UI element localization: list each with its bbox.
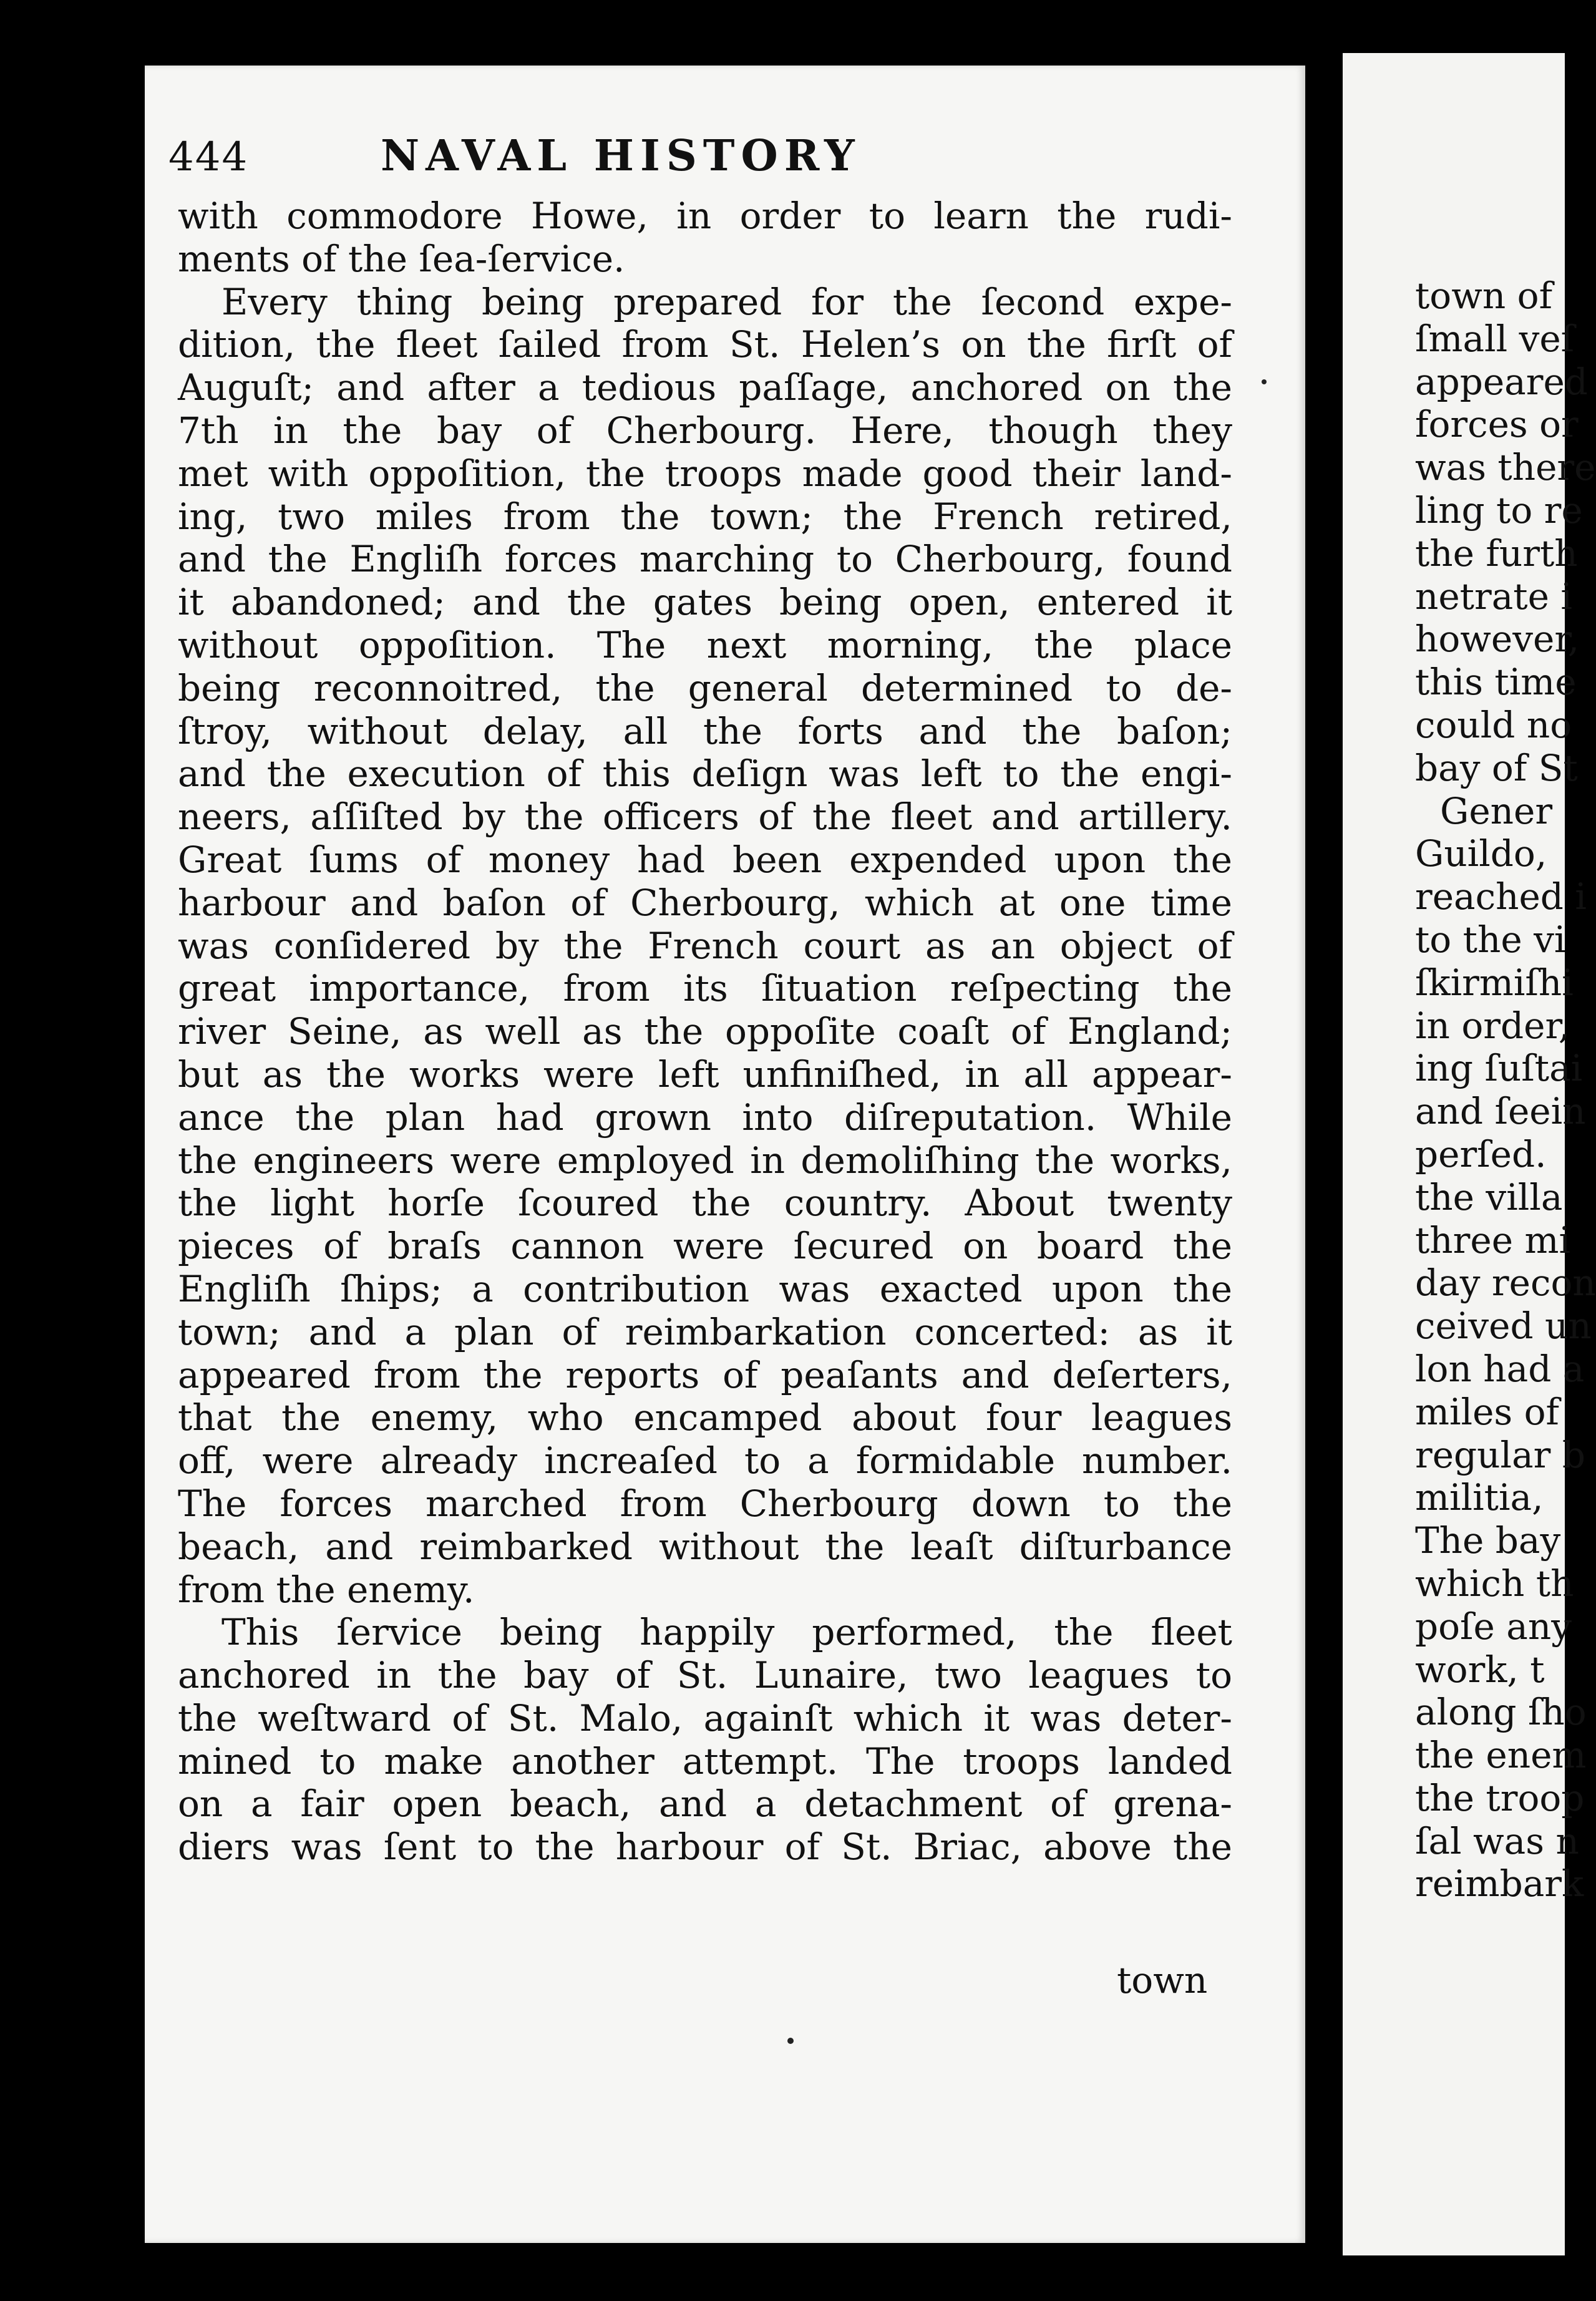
text-line: perſed.	[1415, 1132, 1547, 1175]
page-number: 444	[168, 134, 249, 180]
left-page-body	[178, 195, 1232, 1869]
text-line: Every thing being prepared for the ſecond expe-	[221, 280, 1232, 323]
text-line: ing ſuſtai	[1415, 1047, 1583, 1090]
text-line: but as the works were left unfiniſhed, in all appear-	[178, 1053, 1232, 1096]
text-line: lon had a	[1415, 1347, 1585, 1390]
text-line: reimbark	[1415, 1862, 1584, 1905]
text-line: appeared	[1415, 360, 1588, 403]
text-line: day recon	[1415, 1262, 1596, 1305]
text-line: from the enemy.	[178, 1568, 475, 1611]
text-line: with commodore Howe, in order to learn the rudi-	[178, 195, 1232, 237]
text-line: along ſho	[1415, 1691, 1587, 1734]
text-line: was there	[1415, 446, 1596, 489]
text-line: in order,	[1415, 1004, 1570, 1047]
text-line: The forces marched from Cherbourg down to the	[178, 1482, 1232, 1525]
page-title: NAVAL HISTORY	[381, 131, 861, 181]
text-line: the furth	[1415, 532, 1578, 575]
text-line: river Seine, as well as the oppoſite coaſt of England;	[178, 1010, 1232, 1053]
text-line: it abandoned; and the gates being open, entered it	[178, 581, 1232, 624]
text-line: Auguſt; and after a tedious paſſage, anchored on the	[178, 366, 1232, 409]
text-line: militia,	[1415, 1476, 1544, 1519]
text-line: the villa	[1415, 1175, 1563, 1219]
text-line: was conſidered by the French court as an object of	[178, 924, 1232, 967]
text-line: miles of	[1415, 1390, 1560, 1433]
text-line: the light horſe ſcoured the country. About twenty	[178, 1182, 1232, 1225]
text-line: without oppoſition. The next morning, the place	[178, 623, 1232, 666]
text-line: town; and a plan of reimbarkation concerted: as it	[178, 1310, 1232, 1353]
text-line: which th	[1415, 1562, 1574, 1605]
text-line: pieces of braſs cannon were ſecured on board the	[178, 1225, 1232, 1268]
text-line: ſmall veſ	[1415, 317, 1575, 360]
text-line: ſal was n	[1415, 1819, 1579, 1862]
text-line: that the enemy, who encamped about four leagues	[178, 1396, 1232, 1439]
text-line: dition, the fleet ſailed from St. Helen’s on the firſt of	[178, 323, 1232, 366]
text-line: to the vi	[1415, 918, 1566, 961]
text-line: and the execution of this deſign was left to the engi-	[178, 752, 1232, 795]
catchword: town	[1117, 1959, 1208, 2002]
text-line: forces or	[1415, 403, 1579, 446]
book-gutter	[1305, 0, 1343, 2301]
text-line: ing, two miles from the town; the French retired,	[178, 495, 1232, 538]
text-line: diers was ſent to the harbour of St. Briac, above the	[178, 1826, 1232, 1869]
text-line: ling to re	[1415, 489, 1583, 532]
text-line: anchored in the bay of St. Lunaire, two leagues to	[178, 1654, 1232, 1697]
text-line: great importance, from its ſituation reſpecting the	[178, 967, 1232, 1010]
text-line: the weſtward of St. Malo, againſt which it was deter-	[178, 1696, 1232, 1739]
text-line: neers, aſſiſted by the officers of the fleet and artillery.	[178, 795, 1232, 839]
text-line: however,	[1415, 618, 1580, 661]
running-head	[168, 128, 1142, 203]
text-line: ance the plan had grown into diſreputation. While	[178, 1096, 1232, 1139]
text-line: Engliſh ſhips; a contribution was exacted upon the	[178, 1267, 1232, 1310]
text-line: beach, and reimbarked without the leaſt diſturbance	[178, 1525, 1232, 1568]
ink-speck	[1262, 379, 1267, 384]
text-line: bay of St	[1415, 746, 1578, 789]
text-line: being reconnoitred, the general determined to de-	[178, 666, 1232, 709]
text-line: this time	[1415, 661, 1577, 704]
text-line: ceived un	[1415, 1305, 1592, 1348]
text-line: This ſervice being happily performed, the fleet	[221, 1611, 1232, 1654]
text-line: on a fair open beach, and a detachment of grena-	[178, 1783, 1232, 1826]
text-line: ſtroy, without delay, all the forts and the baſon;	[178, 709, 1232, 752]
text-line: town of	[1415, 275, 1553, 317]
text-line: and the Engliſh forces marching to Cherbourg, found	[178, 538, 1232, 581]
text-line: the engineers were employed in demoliſhing the works,	[178, 1139, 1232, 1182]
text-line: met with oppoſition, the troops made good their land-	[178, 452, 1232, 495]
text-line: Great ſums of money had been expended upon the	[178, 838, 1232, 881]
ink-speck	[787, 2038, 794, 2044]
text-line: mined to make another attempt. The troops landed	[178, 1739, 1232, 1783]
text-line: work, t	[1415, 1648, 1545, 1691]
text-line: three mi	[1415, 1219, 1571, 1262]
text-line: Guildo,	[1415, 832, 1547, 875]
text-line: harbour and baſon of Cherbourg, which at one time	[178, 881, 1232, 924]
text-line: the troop	[1415, 1776, 1585, 1819]
text-line: the enem	[1415, 1734, 1587, 1777]
text-line: regular b	[1415, 1433, 1585, 1476]
text-line: netrate i	[1415, 575, 1572, 618]
text-line: could no	[1415, 703, 1572, 746]
text-line: The bay	[1415, 1519, 1561, 1562]
text-line: reached i	[1415, 875, 1587, 918]
text-line: poſe any	[1415, 1605, 1572, 1648]
text-line: 7th in the bay of Cherbourg. Here, though they	[178, 409, 1232, 452]
right-page-body	[1415, 275, 1596, 1905]
text-line: ments of the ſea-ſervice.	[178, 237, 625, 280]
text-line: off, were already increaſed to a formidable number.	[178, 1439, 1232, 1482]
text-line: ſkirmiſhi	[1415, 961, 1574, 1004]
text-line: Gener	[1440, 789, 1553, 832]
text-line: and ſeein	[1415, 1090, 1586, 1133]
text-line: appeared from the reports of peaſants and deſerters,	[178, 1353, 1232, 1396]
